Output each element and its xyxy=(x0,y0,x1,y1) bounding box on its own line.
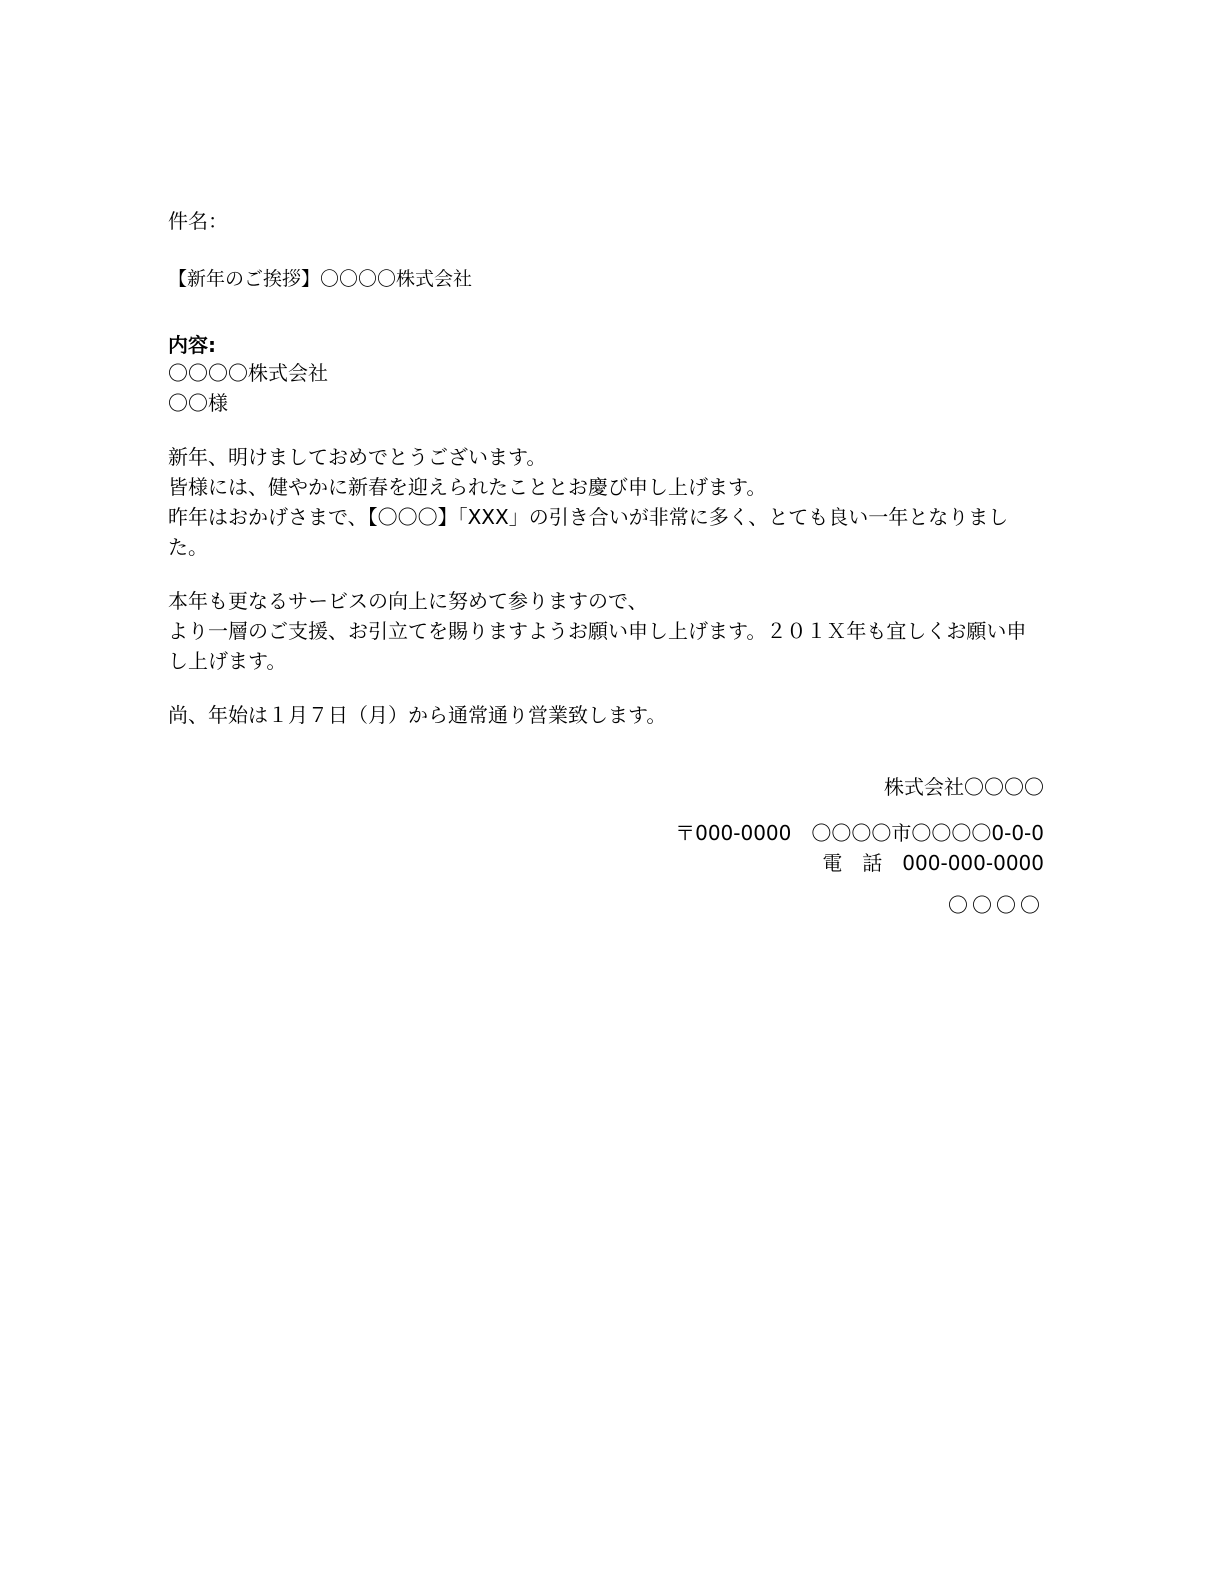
request-paragraph xyxy=(168,586,1044,676)
sender-address: 〒000-0000 〇〇〇〇市〇〇〇〇0-0-0 xyxy=(675,821,1044,845)
greeting-line-3: 昨年はおかげさまで、【〇〇〇】「XXX」の引き合いが非常に多く、とても良い一年となりました。 xyxy=(168,505,1009,559)
request-line-2: より一層のご支援、お引立てを賜りますようお願い申し上げます。２０１Ｘ年も宜しくお願い申し上げます。 xyxy=(168,619,1027,673)
subject-label: 件名： xyxy=(168,209,228,233)
letter-page xyxy=(168,0,1044,1584)
business-hours-paragraph xyxy=(168,700,1044,730)
sender-company: 株式会社〇〇〇〇 xyxy=(884,775,1044,799)
sender-phone: 電 話 000-000-0000 xyxy=(822,851,1044,875)
subject-value: 【新年のご挨拶】〇〇〇〇株式会社 xyxy=(168,268,473,290)
recipient-name: 〇〇様 xyxy=(168,391,228,415)
sender-person: 〇〇〇〇 xyxy=(948,893,1044,917)
greeting-line-2: 皆様には、健やかに新春を迎えられたこととお慶び申し上げます。 xyxy=(168,475,767,499)
content-label: 内容: xyxy=(168,333,216,357)
greeting-line-1: 新年、明けましておめでとうございます。 xyxy=(168,445,547,469)
greeting-paragraph xyxy=(168,442,1044,562)
recipient-company: 〇〇〇〇株式会社 xyxy=(168,361,328,385)
business-hours-line: 尚、年始は１月７日（月）から通常通り営業致します。 xyxy=(168,703,667,727)
request-line-1: 本年も更なるサービスの向上に努めて参りますので、 xyxy=(168,589,648,613)
